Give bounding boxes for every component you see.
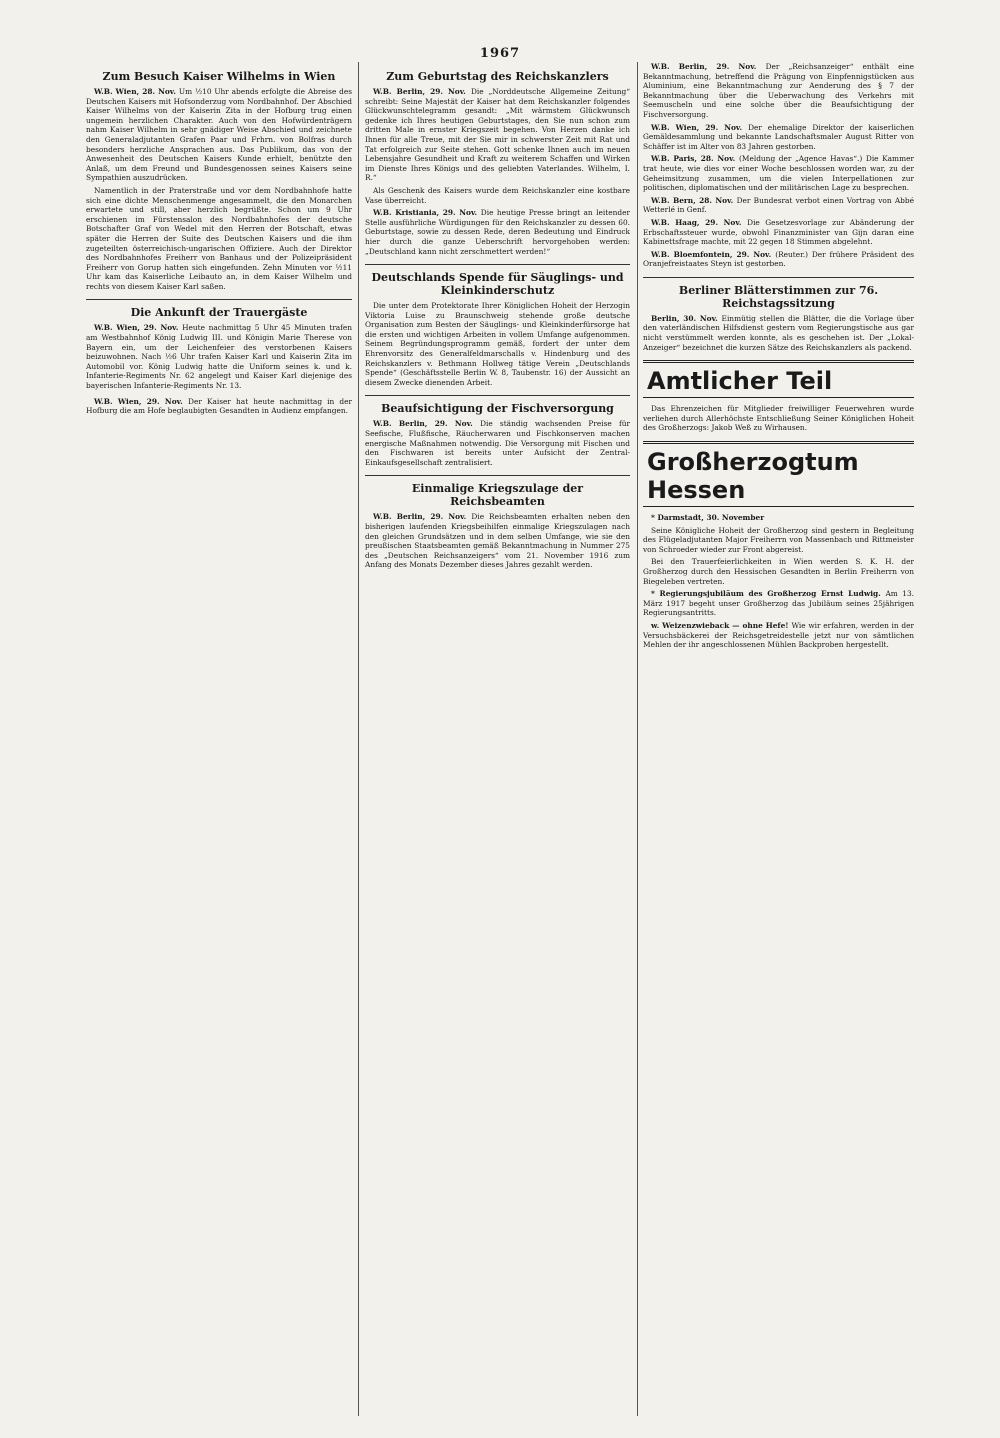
dateline: W.B. Wien, 29. Nov. xyxy=(94,323,183,333)
article-heading: Zum Geburtstag des Reichskanzlers xyxy=(386,70,609,83)
dateline: W.B. Kristiania, 29. Nov. xyxy=(373,208,481,218)
article-paragraph xyxy=(365,208,630,256)
paragraph-text: Wie wir erfahren, werden in der Versuchsbäckerei der Reichsgetreidestelle jetzt nur von sämtlichen Mehlen der ihr angeschlossenen Mühlen Backproben hergestellt. xyxy=(643,620,914,650)
article-heading: Die Ankunft der Trauergäste xyxy=(86,299,352,319)
article-paragraph xyxy=(643,123,914,152)
article-paragraph xyxy=(643,621,914,650)
paragraph-text: Der ehemalige Direktor der kaiserlichen Gemäldesammlung und bekannte Landschaftsmaler August Ritter von Schäffer ist im Alter von 83 Jahren gestorben. xyxy=(643,122,914,151)
page-number: 1967 xyxy=(479,46,521,61)
article-paragraph xyxy=(86,186,352,292)
article xyxy=(365,264,630,387)
article xyxy=(86,397,352,416)
article xyxy=(643,277,914,352)
article-paragraph xyxy=(643,526,914,555)
dateline: W.B. Haag, 29. Nov. xyxy=(651,217,748,227)
dateline: * Regierungsjubiläum des Großherzog Ernst Ludwig. xyxy=(651,589,886,599)
article-paragraph xyxy=(365,301,630,387)
dateline: w. Weizenzwieback — ohne Hefe! xyxy=(651,620,792,630)
paragraph-text: Bei den Trauerfeierlichkeiten in Wien werden S. K. H. der Großherzog durch den Hessischen Gesandten in Berlin Freiherrn von Biegeleben vertreten. xyxy=(643,557,914,586)
article-paragraph xyxy=(365,419,630,467)
dateline: W.B. Paris, 28. Nov. xyxy=(651,154,739,164)
article-paragraph xyxy=(643,557,914,586)
dateline: W.B. Bern, 28. Nov. xyxy=(651,195,737,205)
dateline: * Darmstadt, 30. November xyxy=(651,513,765,523)
column-1 xyxy=(86,62,352,1416)
article-heading: Beaufsichtigung der Fischversorgung xyxy=(365,395,630,415)
article xyxy=(365,475,630,570)
paragraph-text: Die unter dem Protektorate Ihrer Königlichen Hoheit der Herzogin Viktoria Luise zu Braunschweig stehende große deutsche Organisation zum Besten der Säuglings- und Kleinkinderfürsorge hat die ersten und wichtigen Arbeiten in vollem Umfange aufgenommen. Seinem Begründungsprogramm gemäß, fordert der unter dem Ehrenvorsitz des Generalfeldmarschalls v. Hindenburg und des Reichskanzlers v. Bethmann Hollweg tätige Verein „Deutschlands Spende“ (Geschäftsstelle Berlin W. 8, Taubenstr. 16) der Aussicht an diesem Zwecke dienenden Arbeit. xyxy=(365,301,630,387)
article-heading: Zum Besuch Kaiser Wilhelms in Wien xyxy=(102,70,336,83)
article-paragraph xyxy=(643,513,914,523)
dateline: W.B. Berlin, 29. Nov. xyxy=(373,87,471,96)
article xyxy=(643,360,914,433)
article-heading: Berliner Blätterstimmen zur 76. Reichstagssitzung xyxy=(643,277,914,310)
article-paragraph xyxy=(643,154,914,192)
article xyxy=(643,62,914,269)
dateline: Berlin, 30. Nov. xyxy=(651,313,722,323)
column-3 xyxy=(643,62,914,1416)
article xyxy=(643,441,914,650)
paragraph-text: Heute nachmittag 5 Uhr 45 Minuten trafen am Westbahnhof König Ludwig III. und Königin Marie Therese von Bayern ein, um der Leichenfeier des verstorbenen Kaisers beizuwohnen. Nach ½6 Uhr trafen Kaiser Karl und Kaiserin Zita im Automobil vor. König Ludwig hatte die Uniform seines k. und k. Infanterie-Regiments Nr. 62 angelegt und Kaiser Karl diejenige des bayerischen Infanterie-Regiments Nr. 13. xyxy=(86,323,352,391)
column-2 xyxy=(365,62,630,1416)
paragraph-text: Die ständig wachsenden Preise für Seefische, Flußfische, Räucherwaren und Fischkonserven machen energische Maßnahmen notwendig. Die Versorgung mit Fischen und den Fischwaren ist bereits unter Aufsicht der Zentral-Einkaufsgesellschaft zentralisiert. xyxy=(365,419,630,467)
article-paragraph xyxy=(643,196,914,215)
paragraph-text: Die „Norddeutsche Allgemeine Zeitung“ schreibt: Seine Majestät der Kaiser hat dem Reichskanzler folgendes Glückwunschtelegramm gesandt: „Mit wärmstem Glückwunsch gedenke ich Ihres heutigen Geburtstages, den Sie nun schon zum dritten Male in ernster Kriegszeit begehen. Von Herzen danke ich Ihnen für alle Treue, mit der Sie mir in schwerster Zeit mit Rat und Tat erfolgreich zur Seite stehen. Gott schenke Ihnen auch im neuen Lebensjahre Gesundheit und Kraft zu weiterem Schaffen und Wirken im Dienste Ihres Königs und des geliebten Vaterlandes. Wilhelm, I. R.“ xyxy=(365,87,630,183)
paragraph-text: Der „Reichsanzeiger“ enthält eine Bekanntmachung, betreffend die Prägung von Einpfennigstücken aus Aluminium, eine Bekanntmachung zur Aenderung des § 7 der Bekanntmachung über die Ueberwachung des Verkehrs mit Seemuscheln und eine solche über die Beaufsichtigung der Fischversorgung. xyxy=(643,62,914,119)
paragraph-text: (Reuter.) Der frühere Präsident des Oranjefreistaates Steyn ist gestorben. xyxy=(643,249,914,269)
dateline: W.B. Berlin, 29. Nov. xyxy=(373,419,481,429)
section-heading: Amtlicher Teil xyxy=(643,360,914,398)
article xyxy=(365,395,630,467)
paragraph-text: Der Bundesrat verbot einen Vortrag von Abbé Wetterlé in Genf. xyxy=(643,195,914,215)
paragraph-text: Die Reichsbeamten erhalten neben den bisherigen laufenden Kriegsbeihilfen einmalige Kriegszulagen nach den gleichen Grundsätzen und in dem selben Umfange, wie sie den preußischen Staatsbeamten gemäß Bekanntmachung in Nummer 275 des „Deutschen Reichsanzeigers“ vom 21. November 1916 zum Anfang des Monats Dezember dieses Jahres gezahlt werden. xyxy=(365,512,630,570)
article-paragraph xyxy=(365,186,630,205)
column-rule xyxy=(358,62,359,1416)
paragraph-text: Namentlich in der Praterstraße und vor dem Nordbahnhofe hatte sich eine dichte Menschenmenge angesammelt, die den Monarchen erwartete und still, aber herzlich begrüßte. Schon um 9 Uhr erschienen im Fürstensalon des Nordbahnhofes der deutsche Botschafter Graf von Wedel mit den Herren der Botschaft, etwas später die Herren der Suite des Deutschen Kaisers und die ihm zugeteilten österreichisch-ungarischen Offiziere. Auch der Direktor des Nordbahnhofes Freiherr von Banhaus und der Polizeipräsident Freiherr von Gorup hatten sich eingefunden. Zehn Minuten vor ½11 Uhr kam das Kaiserliche Leibauto an, in dem Kaiser Wilhelm und rechts von diesem Kaiser Karl saßen. xyxy=(86,185,352,291)
paragraph-text: Die heutige Presse bringt an leitender Stelle ausführliche Würdigungen für den Reichskanzler zu dessen 60. Geburtstage, sowie zu dessen Rede, deren Bedeutung und Eindruck hier durch die ganze Ueberschrift hervorgehoben werden: „Deutschland kann nicht zerschmettert werden!“ xyxy=(365,208,630,256)
article xyxy=(365,70,630,256)
article xyxy=(86,299,352,390)
paragraph-text: Der Kaiser hat heute nachmittag in der Hofburg die am Hofe beglaubigten Gesandten in Audienz empfangen. xyxy=(86,396,352,416)
dateline: W.B. Bloemfontein, 29. Nov. xyxy=(651,249,776,259)
article-paragraph xyxy=(365,87,630,183)
paragraph-text: Um ½10 Uhr abends erfolgte die Abreise des Deutschen Kaisers mit Hofsonderzug vom Nordbahnhof. Der Abschied Kaiser Wilhelms von der Kaiserin Zita in der Hofburg trug einen ungemein herzlichen Charakter. Auch von den Hofwürdenträgern nahm Kaiser Wilhelm in sehr gnädiger Weise Abschied und zeichnete den Generaladjutanten Grafen Paar und Frhrn. von Bolfras durch besonders herzliche Ansprachen aus. Das Publikum, das von der Anwesenheit des Deutschen Kaisers Kunde erhielt, benützte den Anlaß, um dem Freund und Bundesgenossen seines Kaisers seine Sympathien auszudrücken. xyxy=(86,87,352,183)
article-paragraph xyxy=(643,404,914,433)
article-heading: Einmalige Kriegszulage der Reichsbeamten xyxy=(365,475,630,508)
article-paragraph xyxy=(86,323,352,390)
paragraph-text: Die Gesetzesvorlage zur Abänderung der Erbschaftssteuer wurde, obwohl Finanzminister van Gijn daran eine Kabinettsfrage machte, mit 22 gegen 18 Stimmen abgelehnt. xyxy=(643,217,914,247)
paragraph-text: Am 13. März 1917 begeht unser Großherzog das Jubiläum seines 25jährigen Regierungsantritts. xyxy=(643,589,914,618)
article-paragraph xyxy=(643,250,914,269)
paragraph-text: Als Geschenk des Kaisers wurde dem Reichskanzler eine kostbare Vase überreicht. xyxy=(365,185,630,205)
dateline: W.B. Berlin, 29. Nov. xyxy=(651,62,766,71)
article-heading: Deutschlands Spende für Säuglings- und Kleinkinderschutz xyxy=(365,264,630,297)
dateline: W.B. Wien, 28. Nov. xyxy=(94,87,179,96)
section-heading: Großherzogtum Hessen xyxy=(643,441,914,507)
dateline: W.B. Wien, 29. Nov. xyxy=(94,396,189,406)
article-paragraph xyxy=(643,218,914,247)
column-rule xyxy=(637,62,638,1416)
paragraph-text: (Meldung der „Agence Havas“.) Die Kammer trat heute, wie dies vor einer Woche beschlossen worden war, zu der Geheimsitzung zusammen, um die vielen Interpellationen zur politischen, diplomatischen und der militärischen Lage zu besprechen. xyxy=(643,154,914,193)
article xyxy=(86,70,352,291)
article-paragraph xyxy=(643,314,914,352)
dateline: W.B. Wien, 29. Nov. xyxy=(651,122,749,132)
paragraph-text: Seine Königliche Hoheit der Großherzog sind gestern in Begleitung des Flügeladjutanten Major Freiherrn von Massenbach und Rittmeister von Schroeder wieder zur Front abgereist. xyxy=(643,525,914,554)
article-paragraph xyxy=(643,62,914,120)
paragraph-text: Einmütig stellen die Blätter, die die Vorlage über den vaterländischen Hilfsdienst gestern vom Regierungstische aus gar nicht verstümmelt werden konnte, als es geschehen ist. Der „Lokal-Anzeiger“ bezeichnet die kurzen Sätze des Reichskanzlers als packend. xyxy=(643,313,914,352)
dateline: W.B. Berlin, 29. Nov. xyxy=(373,512,472,522)
article-paragraph xyxy=(86,397,352,416)
article-paragraph xyxy=(365,512,630,570)
article-paragraph xyxy=(643,589,914,618)
article-paragraph xyxy=(86,87,352,183)
paragraph-text: Das Ehrenzeichen für Mitglieder freiwilliger Feuerwehren wurde verliehen durch Allerhöchste Entschließung Seiner Königlichen Hoheit des Großherzogs: Jakob Weß zu Wirhausen. xyxy=(643,404,914,433)
